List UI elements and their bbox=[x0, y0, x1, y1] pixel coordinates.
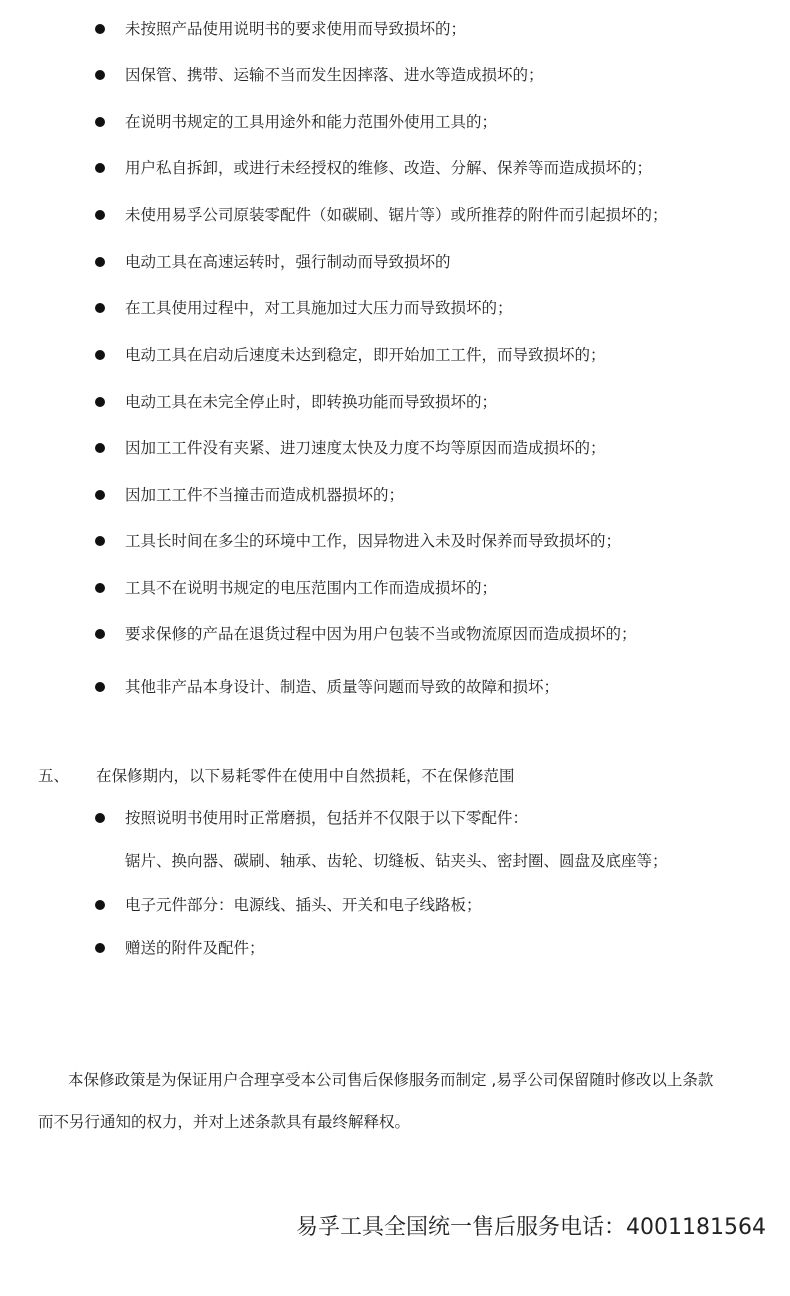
consumable-text: 赠送的附件及配件； bbox=[125, 939, 265, 957]
exclusion-text: 未按照产品使用说明书的要求使用而导致损坏的； bbox=[125, 20, 467, 38]
list-item bbox=[95, 483, 404, 507]
bullet-icon bbox=[95, 443, 105, 453]
exclusion-text: 其他非产品本身设计、制造、质量等问题而导致的故障和损坏； bbox=[125, 678, 560, 696]
section-5-heading bbox=[38, 763, 515, 787]
exclusion-text: 工具不在说明书规定的电压范围内工作而造成损坏的； bbox=[125, 579, 498, 597]
list-item bbox=[95, 622, 637, 646]
bullet-icon bbox=[95, 943, 105, 953]
bullet-icon bbox=[95, 350, 105, 360]
list-item bbox=[95, 203, 668, 227]
bullet-icon bbox=[95, 900, 105, 910]
parts-list: 锯片、换向器、碳刷、轴承、齿轮、切缝板、钻夹头、密封圈、圆盘及底座等； bbox=[125, 852, 668, 870]
bullet-icon bbox=[95, 629, 105, 639]
list-item bbox=[95, 343, 606, 367]
list-item bbox=[95, 63, 544, 87]
exclusion-text: 工具长时间在多尘的环境中工作，因异物进入未及时保养而导致损坏的； bbox=[125, 532, 622, 550]
exclusion-text: 要求保修的产品在退货过程中因为用户包装不当或物流原因而造成损坏的； bbox=[125, 625, 637, 643]
exclusion-text: 因加工工件不当撞击而造成机器损坏的； bbox=[125, 486, 405, 504]
list-item bbox=[95, 17, 466, 41]
policy-paragraph-line-1: 本保修政策是为保证用户合理享受本公司售后保修服务而制定 ,易孚公司保留随时修改以上条款 bbox=[68, 1071, 714, 1089]
bullet-icon bbox=[95, 210, 105, 220]
exclusion-text: 电动工具在未完全停止时，即转换功能而导致损坏的； bbox=[125, 393, 498, 411]
list-item bbox=[95, 675, 559, 699]
bullet-icon bbox=[95, 490, 105, 500]
bullet-icon bbox=[95, 163, 105, 173]
section-number: 五、 bbox=[38, 767, 70, 785]
exclusion-text: 因保管、携带、运输不当而发生因摔落、进水等造成损坏的； bbox=[125, 66, 544, 84]
list-item bbox=[95, 936, 265, 960]
list-item bbox=[95, 110, 497, 134]
exclusion-text: 电动工具在高速运转时，强行制动而导致损坏的 bbox=[125, 253, 451, 271]
bullet-icon bbox=[95, 303, 105, 313]
bullet-icon bbox=[95, 813, 105, 823]
exclusion-text: 在工具使用过程中，对工具施加过大压力而导致损坏的； bbox=[125, 299, 513, 317]
list-item bbox=[95, 806, 528, 830]
list-item bbox=[95, 576, 497, 600]
exclusion-text: 电动工具在启动后速度未达到稳定，即开始加工工件，而导致损坏的； bbox=[125, 346, 606, 364]
bullet-icon bbox=[95, 117, 105, 127]
exclusion-text: 因加工工件没有夹紧、进刀速度太快及力度不均等原因而造成损坏的； bbox=[125, 439, 606, 457]
service-hotline: 易孚工具全国统一售后服务电话：4001181564 bbox=[296, 1215, 766, 1240]
bullet-icon bbox=[95, 682, 105, 692]
consumable-text: 按照说明书使用时正常磨损，包括并不仅限于以下零配件： bbox=[125, 809, 529, 827]
bullet-icon bbox=[95, 397, 105, 407]
consumable-text: 电子元件部分：电源线、插头、开关和电子线路板； bbox=[125, 896, 482, 914]
list-item bbox=[95, 436, 606, 460]
policy-paragraph-line-2: 而不另行通知的权力，并对上述条款具有最终解释权。 bbox=[38, 1113, 411, 1131]
exclusion-text: 在说明书规定的工具用途外和能力范围外使用工具的； bbox=[125, 113, 498, 131]
bullet-icon bbox=[95, 583, 105, 593]
exclusion-text: 未使用易孚公司原装零配件（如碳刷、锯片等）或所推荐的附件而引起损坏的； bbox=[125, 206, 668, 224]
bullet-icon bbox=[95, 536, 105, 546]
list-item bbox=[95, 390, 497, 414]
list-item bbox=[95, 296, 513, 320]
bullet-icon bbox=[95, 24, 105, 34]
list-item bbox=[95, 156, 652, 180]
section-title: 在保修期内，以下易耗零件在使用中自然损耗，不在保修范围 bbox=[96, 767, 515, 785]
bullet-icon bbox=[95, 257, 105, 267]
bullet-icon bbox=[95, 70, 105, 80]
list-item bbox=[95, 893, 482, 917]
list-item bbox=[95, 250, 451, 274]
exclusion-text: 用户私自拆卸，或进行未经授权的维修、改造、分解、保养等而造成损坏的； bbox=[125, 159, 653, 177]
list-item bbox=[95, 529, 621, 553]
